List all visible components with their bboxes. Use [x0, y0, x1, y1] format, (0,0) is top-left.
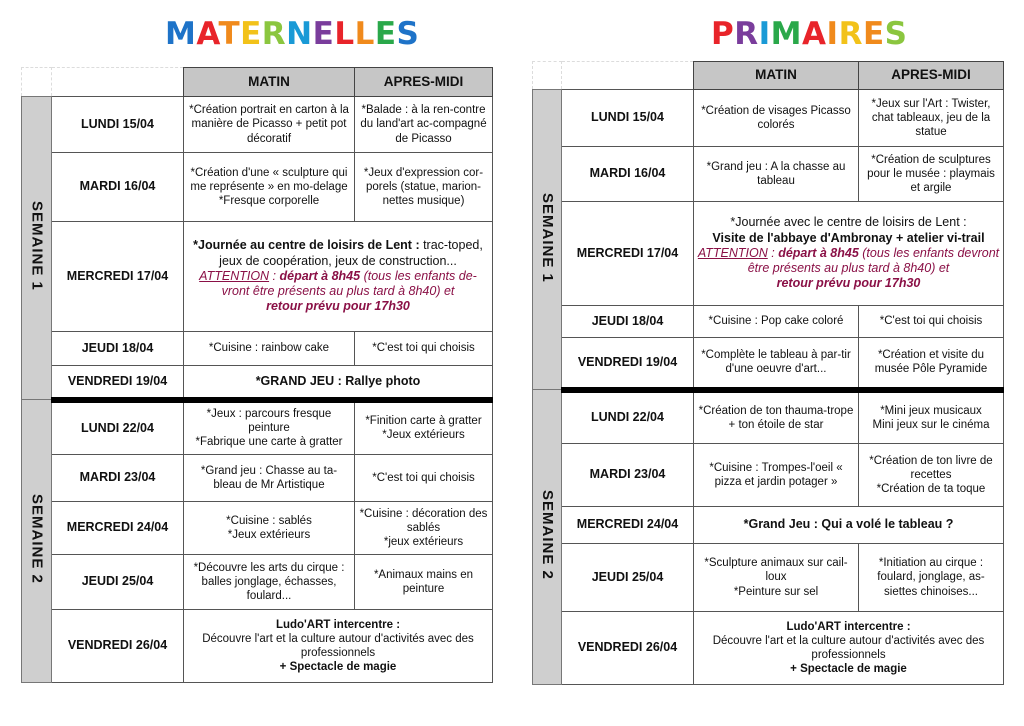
- activity-apres-midi: [859, 444, 1004, 507]
- activity-matin: [184, 502, 355, 555]
- day-cell: VENDREDI 26/04: [562, 612, 694, 685]
- title-letter: M: [165, 16, 197, 52]
- activity-line: *Création de ta toque: [876, 483, 986, 495]
- day-cell: JEUDI 25/04: [52, 555, 184, 610]
- activity-matin: *Création de ton thauma-trope + ton étoile de star: [694, 390, 859, 444]
- title-letter: R: [261, 16, 287, 52]
- event-extra: + Spectacle de magie: [790, 663, 907, 676]
- title-letter: M: [770, 16, 803, 52]
- title-letter: L: [354, 16, 375, 52]
- activity-apres-midi: *Animaux mains en peinture: [355, 555, 493, 610]
- corner-blank: [562, 62, 694, 90]
- day-cell: VENDREDI 19/04: [52, 366, 184, 400]
- activity-matin: *Complète le tableau à par-tir d'une oeuvre d'art...: [694, 338, 859, 390]
- day-cell: MERCREDI 17/04: [562, 202, 694, 306]
- day-cell: VENDREDI 19/04: [562, 338, 694, 390]
- title-letter: I: [758, 16, 771, 52]
- activity-matin: *Cuisine : rainbow cake: [184, 332, 355, 366]
- activity-line: *Finition carte à gratter: [365, 415, 482, 428]
- day-cell: LUNDI 15/04: [562, 90, 694, 147]
- activity-full-day: [694, 612, 1004, 685]
- activity-matin: *Grand jeu : A la chasse au tableau: [694, 147, 859, 202]
- activity-apres-midi: *Balade : à la ren-contre du land'art ac-compagné de Picasso: [355, 97, 493, 153]
- activity-line: *Peinture sur sel: [733, 585, 819, 598]
- activity-matin: [184, 400, 355, 455]
- activity-apres-midi: [859, 390, 1004, 444]
- activity-line: *Fabrique une carte à gratter: [195, 436, 343, 449]
- title-letter: E: [240, 16, 262, 52]
- outing-details: trac-toped, jeux de coopération, jeux de construction...: [219, 238, 483, 268]
- event-title: Ludo'ART intercentre :: [786, 620, 911, 633]
- activity-apres-midi: *Création de sculptures pour le musée : playmais et argile: [859, 147, 1004, 202]
- day-cell: JEUDI 18/04: [562, 306, 694, 338]
- activity-apres-midi: *Jeux d'expression cor-porels (statue, marion-nettes musique): [355, 153, 493, 222]
- event-title: Ludo'ART intercentre :: [275, 618, 401, 631]
- week-label-1: SEMAINE 1: [533, 90, 562, 390]
- day-cell: JEUDI 18/04: [52, 332, 184, 366]
- corner-blank: [22, 68, 52, 97]
- day-cell: MARDI 23/04: [52, 455, 184, 502]
- warning-note: ATTENTION : départ à 8h45 (tous les enfants devront être présents au plus tard à 8h40) et retour prévu pour 17h30: [697, 245, 1000, 291]
- maternelles-title-letters: [165, 16, 419, 52]
- title-letter: L: [334, 16, 355, 52]
- title-letter: E: [374, 16, 397, 52]
- title-letter: P: [711, 16, 735, 52]
- title-letter: S: [884, 16, 908, 52]
- title-letter: E: [862, 16, 885, 52]
- activity-matin: [184, 153, 355, 222]
- activity-full-day: [184, 222, 493, 332]
- activity-apres-midi: *Initiation au cirque : foulard, jonglage, as-siettes chinoises...: [859, 544, 1004, 612]
- title-letter: A: [196, 16, 219, 52]
- day-cell: MARDI 16/04: [562, 147, 694, 202]
- activity-line: *Sculpture animaux sur cail-loux: [704, 557, 848, 584]
- activity-matin: *Création portrait en carton à la manière de Picasso + petit pot décoratif: [184, 97, 355, 153]
- col-header-matin: MATIN: [694, 62, 859, 90]
- activity-line: *jeux extérieurs: [383, 536, 464, 548]
- activity-matin: *Grand jeu : Chasse au ta-bleau de Mr Artistique: [184, 455, 355, 502]
- day-cell: LUNDI 22/04: [562, 390, 694, 444]
- activity-apres-midi: *C'est toi qui choisis: [859, 306, 1004, 338]
- activity-line: *Jeux : parcours fresque peinture: [206, 408, 332, 435]
- week-label-2: SEMAINE 2: [533, 390, 562, 685]
- day-cell: LUNDI 22/04: [52, 400, 184, 455]
- activity-apres-midi: *C'est toi qui choisis: [355, 455, 493, 502]
- day-cell: MERCREDI 24/04: [52, 502, 184, 555]
- outing-title: *Journée au centre de loisirs de Lent :: [193, 238, 420, 253]
- activity-apres-midi: *Jeux sur l'Art : Twister, chat tableaux, jeu de la statue: [859, 90, 1004, 147]
- day-cell: JEUDI 25/04: [562, 544, 694, 612]
- title-letter: T: [218, 16, 241, 52]
- primaires-title-letters: [711, 16, 907, 52]
- event-description: Découvre l'art et la culture autour d'activités avec des professionnels: [712, 634, 985, 661]
- week-label-2: SEMAINE 2: [22, 400, 52, 683]
- title-letter: A: [802, 16, 827, 52]
- activity-line: *Fresque corporelle: [218, 195, 320, 207]
- activity-matin: [694, 544, 859, 612]
- event-description: Découvre l'art et la culture autour d'activités avec des professionnels: [202, 632, 474, 659]
- event-extra: + Spectacle de magie: [279, 661, 397, 674]
- title-letter: R: [734, 16, 759, 52]
- title-letter: E: [312, 16, 335, 52]
- activity-full-day: *GRAND JEU : Rallye photo: [184, 366, 493, 400]
- corner-blank: [52, 68, 184, 97]
- outing-intro: *Journée avec le centre de loisirs de Lent :: [730, 215, 967, 230]
- activity-full-day: *Grand Jeu : Qui a volé le tableau ?: [694, 507, 1004, 544]
- title-letter: N: [286, 16, 313, 52]
- activity-matin: *Cuisine : Pop cake coloré: [694, 306, 859, 338]
- activity-line: *Jeux extérieurs: [382, 429, 465, 442]
- col-header-apres-midi: APRES-MIDI: [355, 68, 493, 97]
- activity-line: *Création de ton livre de recettes: [869, 454, 993, 481]
- activity-apres-midi: [355, 400, 493, 455]
- activity-matin: *Cuisine : Trompes-l'oeil « pizza et jardin potager »: [694, 444, 859, 507]
- day-cell: MARDI 16/04: [52, 153, 184, 222]
- day-cell: VENDREDI 26/04: [52, 610, 184, 683]
- title-letter: I: [826, 16, 839, 52]
- activity-line: *Cuisine : décoration des sablés: [359, 507, 488, 534]
- activity-apres-midi: *C'est toi qui choisis: [355, 332, 493, 366]
- activity-line: Mini jeux sur le cinéma: [872, 418, 990, 431]
- corner-blank: [533, 62, 562, 90]
- activity-apres-midi: [355, 502, 493, 555]
- title-letter: R: [838, 16, 863, 52]
- activity-full-day: [184, 610, 493, 683]
- activity-line: *Cuisine : sablés: [226, 514, 312, 527]
- activity-line: *Jeux extérieurs: [227, 529, 311, 541]
- day-cell: MARDI 23/04: [562, 444, 694, 507]
- week-label-1: SEMAINE 1: [22, 97, 52, 400]
- primaires-table: [532, 61, 1004, 685]
- activity-matin: *Découvre les arts du cirque : balles jonglage, échasses, foulard...: [184, 555, 355, 610]
- activity-apres-midi: *Création et visite du musée Pôle Pyramide: [859, 338, 1004, 390]
- title-letter: S: [396, 16, 420, 52]
- activity-line: *Mini jeux musicaux: [880, 404, 982, 417]
- maternelles-title: [165, 16, 420, 52]
- day-cell: LUNDI 15/04: [52, 97, 184, 153]
- col-header-matin: MATIN: [184, 68, 355, 97]
- warning-note: ATTENTION : départ à 8h45 (tous les enfants de-vront être présents au plus tard à 8h40) et retour prévu pour 17h30: [199, 268, 477, 314]
- primaires-title: [711, 16, 908, 52]
- activity-line: *Création d'une « sculpture qui me représente » en mo-delage: [190, 166, 348, 193]
- day-cell: MERCREDI 17/04: [52, 222, 184, 332]
- day-cell: MERCREDI 24/04: [562, 507, 694, 544]
- outing-title: Visite de l'abbaye d'Ambronay + atelier vi-trail: [712, 230, 985, 245]
- col-header-apres-midi: APRES-MIDI: [859, 62, 1004, 90]
- activity-matin: *Création de visages Picasso colorés: [694, 90, 859, 147]
- maternelles-table: [21, 67, 493, 683]
- activity-full-day: [694, 202, 1004, 306]
